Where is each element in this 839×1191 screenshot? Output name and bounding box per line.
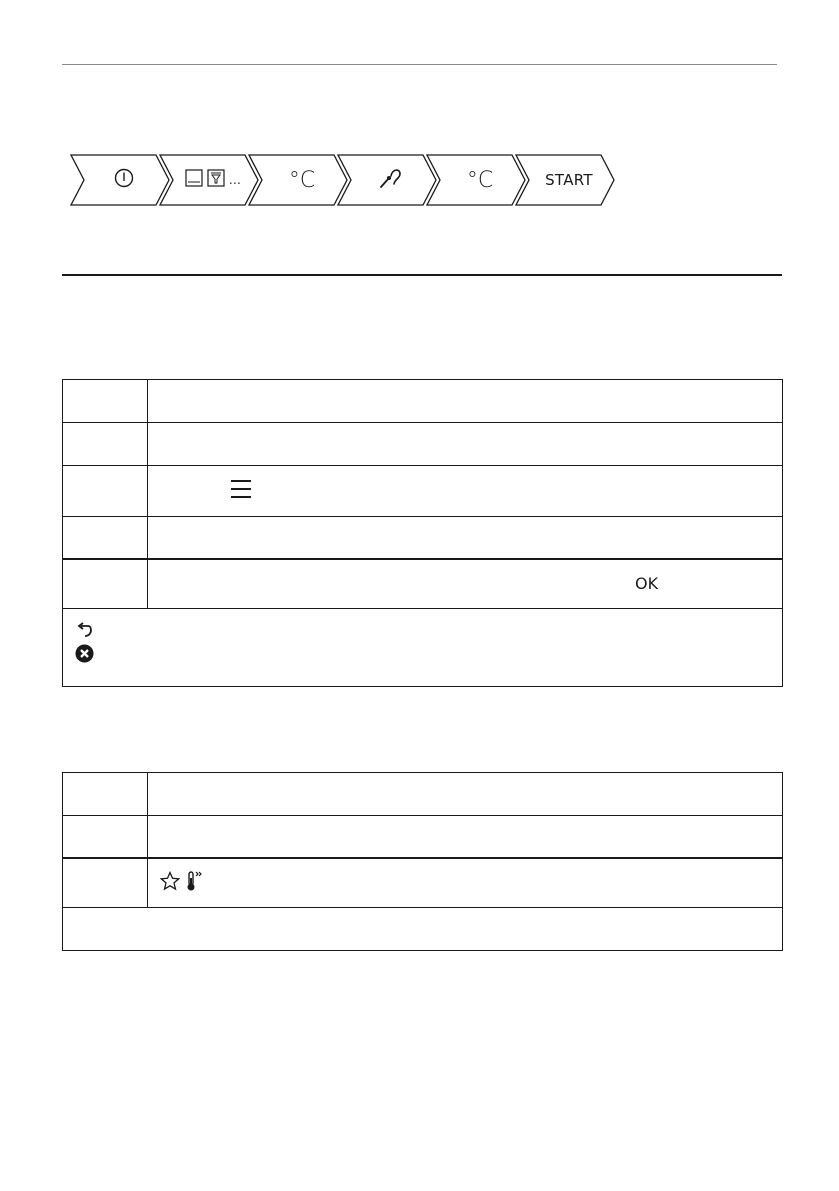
table-row	[63, 380, 783, 423]
ok-button-label: OK	[635, 574, 659, 594]
footer-cell	[63, 908, 783, 951]
table-row	[63, 559, 783, 609]
power-icon	[114, 168, 134, 192]
table-row	[63, 773, 783, 816]
step-cell	[63, 559, 148, 609]
section-rule	[62, 274, 782, 276]
header-rule	[62, 64, 777, 65]
menu-icon	[230, 479, 252, 503]
cancel-icon	[75, 644, 782, 663]
table-footer-row	[63, 609, 783, 687]
table-footer-row	[63, 908, 783, 951]
step-core-probe	[337, 154, 437, 206]
action-cell	[148, 559, 783, 609]
more-modes-ellipsis: ...	[228, 173, 242, 187]
footer-cell	[63, 609, 783, 687]
action-cell	[148, 517, 783, 559]
action-cell	[148, 773, 783, 816]
step-heating-mode	[159, 154, 259, 206]
food-programme-icon	[207, 169, 225, 191]
table-row	[63, 858, 783, 908]
procedure-table-1	[62, 379, 783, 687]
action-cell	[148, 858, 783, 908]
fast-heat-up-icon	[186, 870, 208, 896]
step-core-temperature	[426, 154, 526, 206]
action-cell	[148, 466, 783, 517]
temperature-label: °C	[288, 167, 316, 193]
step-cell	[63, 380, 148, 423]
step-cell	[63, 423, 148, 466]
table-row	[63, 816, 783, 858]
step-start	[515, 154, 615, 206]
table-row	[63, 423, 783, 466]
favourite-star-icon	[160, 871, 180, 895]
core-temperature-probe-icon	[378, 165, 404, 195]
step-cell	[63, 816, 148, 858]
step-cell	[63, 517, 148, 559]
table-row	[63, 466, 783, 517]
action-cell	[148, 380, 783, 423]
back-icon	[75, 621, 782, 639]
action-cell	[148, 423, 783, 466]
step-temperature	[248, 154, 348, 206]
start-label: START	[545, 171, 593, 189]
step-cell	[63, 858, 148, 908]
step-power	[70, 154, 170, 206]
oven-mode-icon	[185, 169, 203, 191]
core-temperature-label: °C	[466, 167, 494, 193]
step-cell	[63, 466, 148, 517]
action-cell	[148, 816, 783, 858]
step-cell	[63, 773, 148, 816]
table-row	[63, 517, 783, 559]
procedure-steps	[70, 154, 630, 206]
procedure-table-2	[62, 772, 783, 951]
